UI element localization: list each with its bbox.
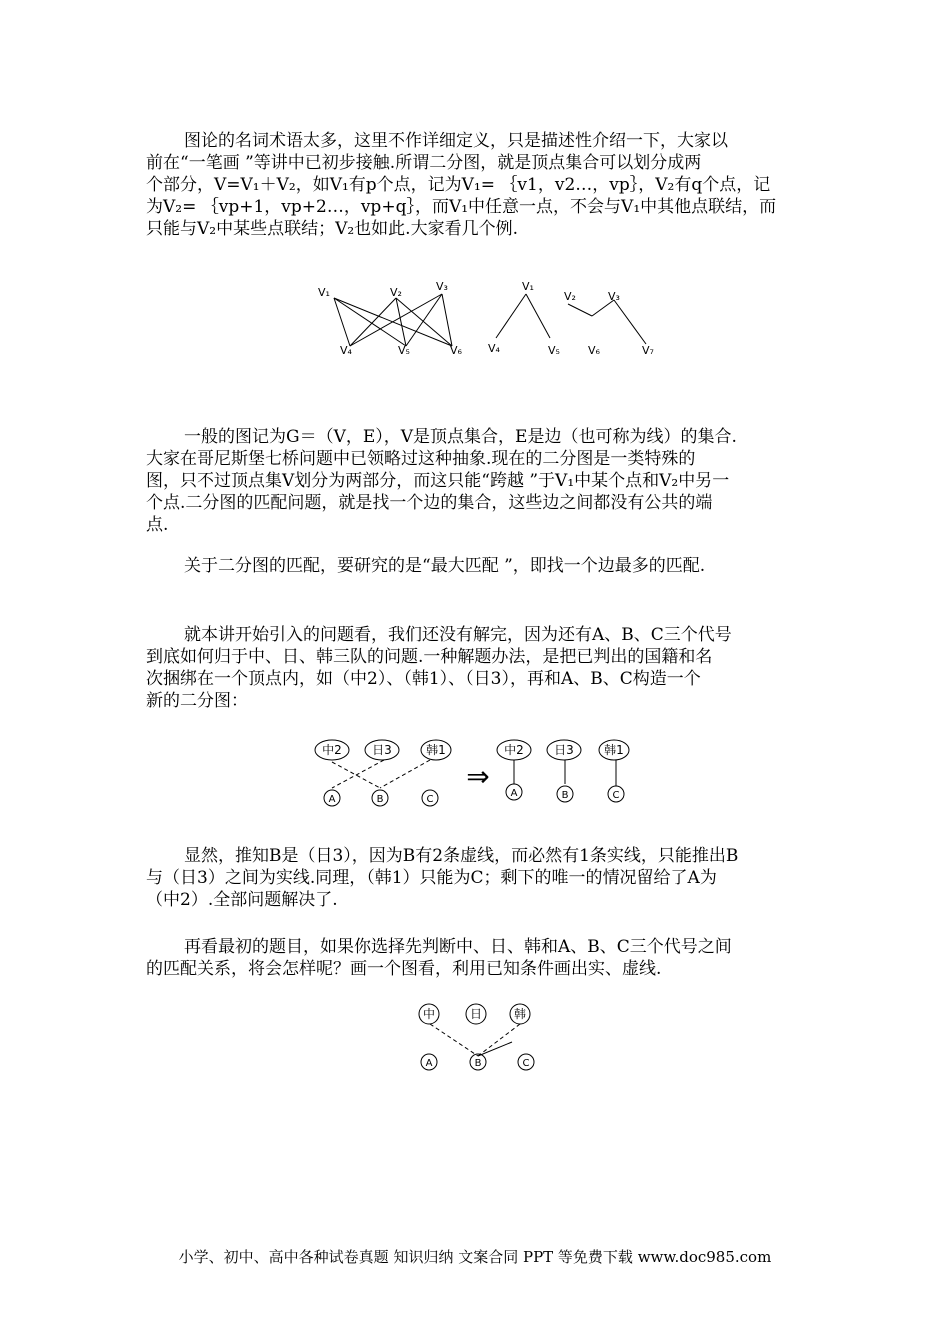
paragraph-solution <box>146 845 816 911</box>
vertex-label: 日3 <box>554 743 574 757</box>
dashed-edges <box>332 760 430 788</box>
vertex-label: 日 <box>469 1007 483 1021</box>
text-line: 只能与V₂中某些点联结；V₂也如此.大家看几个例. <box>146 219 518 239</box>
vertex-label: 中2 <box>322 743 342 757</box>
vertex-label: V₂ <box>390 286 402 299</box>
text-line: 前在“一笔画 ”等讲中已初步接触.所谓二分图，就是顶点集合可以划分成两 <box>146 153 702 173</box>
text-line: 的匹配关系，将会怎样呢？画一个图看，利用已知条件画出实、虚线. <box>146 959 662 979</box>
vertex-label: V₆ <box>588 344 600 357</box>
solid-edges <box>478 1042 512 1056</box>
text-line: 就本讲开始引入的问题看，我们还没有解完，因为还有A、B、C三个代号 <box>184 625 732 645</box>
vertex-label: V₄ <box>340 344 352 357</box>
vertex-label: V₁ <box>522 280 534 293</box>
vertex-label: C <box>612 790 620 801</box>
vertex-label: B <box>474 1058 482 1069</box>
vertex-label: C <box>426 794 434 805</box>
text-line: 大家在哥尼斯堡七桥问题中已领略过这种抽象.现在的二分图是一类特殊的 <box>146 449 696 469</box>
text-line: 再看最初的题目，如果你选择先判断中、日、韩和A、B、C三个代号之间 <box>184 937 732 957</box>
figure-bipartite-graphs <box>300 270 670 370</box>
text-line: 个部分，V=V₁＋V₂，如V₁有p个点，记为V₁= ｛v1，v2…，vp｝，V₂有q个点，记 <box>146 175 771 195</box>
vertex-label: V₁ <box>318 286 330 299</box>
text-line: 新的二分图： <box>146 691 248 711</box>
vertex-label: 韩1 <box>604 743 624 757</box>
graph-right-labels <box>488 280 654 357</box>
vertex-label: C <box>522 1058 530 1069</box>
dashed-edges <box>430 1024 520 1056</box>
vertex-label: 韩 <box>513 1007 527 1021</box>
vertex-label: 日3 <box>372 743 392 757</box>
text-line: 到底如何归于中、日、韩三队的问题.一种解题办法，是把已判出的国籍和名 <box>146 647 713 667</box>
footer-text: 小学、初中、高中各种试卷真题 知识归纳 文案合同 PPT 等免费下载 www.doc985.com <box>178 1248 772 1266</box>
arrow-icon: ⇒ <box>466 760 490 793</box>
text-line: 点. <box>146 515 169 535</box>
paragraph-intro <box>146 130 816 240</box>
vertex-label: 韩1 <box>426 743 446 757</box>
vertex-label: V₅ <box>398 344 410 357</box>
vertex-label: B <box>561 790 569 801</box>
paragraph-problem <box>146 624 816 712</box>
vertex-label: V₄ <box>488 342 500 355</box>
vertex-label: V₃ <box>608 290 620 303</box>
text-line: 为V₂= ｛vp+1，vp+2…，vp+q｝，而V₁中任意一点，不会与V₁中其他点联结，而 <box>146 197 777 217</box>
paragraph-revisit <box>146 936 816 980</box>
figure-initial-matching <box>410 1000 550 1076</box>
graph-left-labels <box>318 280 463 357</box>
text-line: 一般的图记为G＝（V，E），V是顶点集合，E是边（也可称为线）的集合. <box>184 427 737 447</box>
text-line: 次捆绑在一个顶点内，如（中2）、（韩1）、（日3），再和A、B、C构造一个 <box>146 669 701 689</box>
text-line: （中2）.全部问题解决了. <box>146 890 338 910</box>
vertex-label: V₂ <box>564 290 576 303</box>
vertex-label: V₅ <box>548 344 560 357</box>
text-line: 与（日3）之间为实线.同理，（韩1）只能为C；剩下的唯一的情况留给了A为 <box>146 868 717 888</box>
vertex-label: A <box>510 788 518 799</box>
vertex-label: V₆ <box>450 344 462 357</box>
text-line: 个点.二分图的匹配问题，就是找一个边的集合，这些边之间都没有公共的端 <box>146 493 713 513</box>
vertex-label: 中2 <box>504 743 524 757</box>
vertex-label: B <box>376 794 384 805</box>
paragraph-graph-definition <box>146 426 816 536</box>
text-line: 图论的名词术语太多，这里不作详细定义，只是描述性介绍一下，大家以 <box>184 131 728 151</box>
vertex-label: V₇ <box>642 344 654 357</box>
figure-matching-transform <box>310 730 640 810</box>
solid-edges <box>514 760 616 786</box>
vertex-label: 中 <box>422 1007 436 1021</box>
text-line: 关于二分图的匹配，要研究的是“最大匹配 ”，即找一个边最多的匹配. <box>184 556 706 576</box>
text-line: 显然，推知B是（日3），因为B有2条虚线，而必然有1条实线，只能推出B <box>184 846 739 866</box>
paragraph-max-matching <box>146 555 816 577</box>
vertex-label: A <box>425 1058 433 1069</box>
text-line: 图，只不过顶点集V划分为两部分，而这只能“跨越 ”于V₁中某个点和V₂中另一 <box>146 471 730 491</box>
vertex-label: V₃ <box>436 280 448 293</box>
vertex-label: A <box>328 794 336 805</box>
graph-left-edges <box>334 294 452 346</box>
